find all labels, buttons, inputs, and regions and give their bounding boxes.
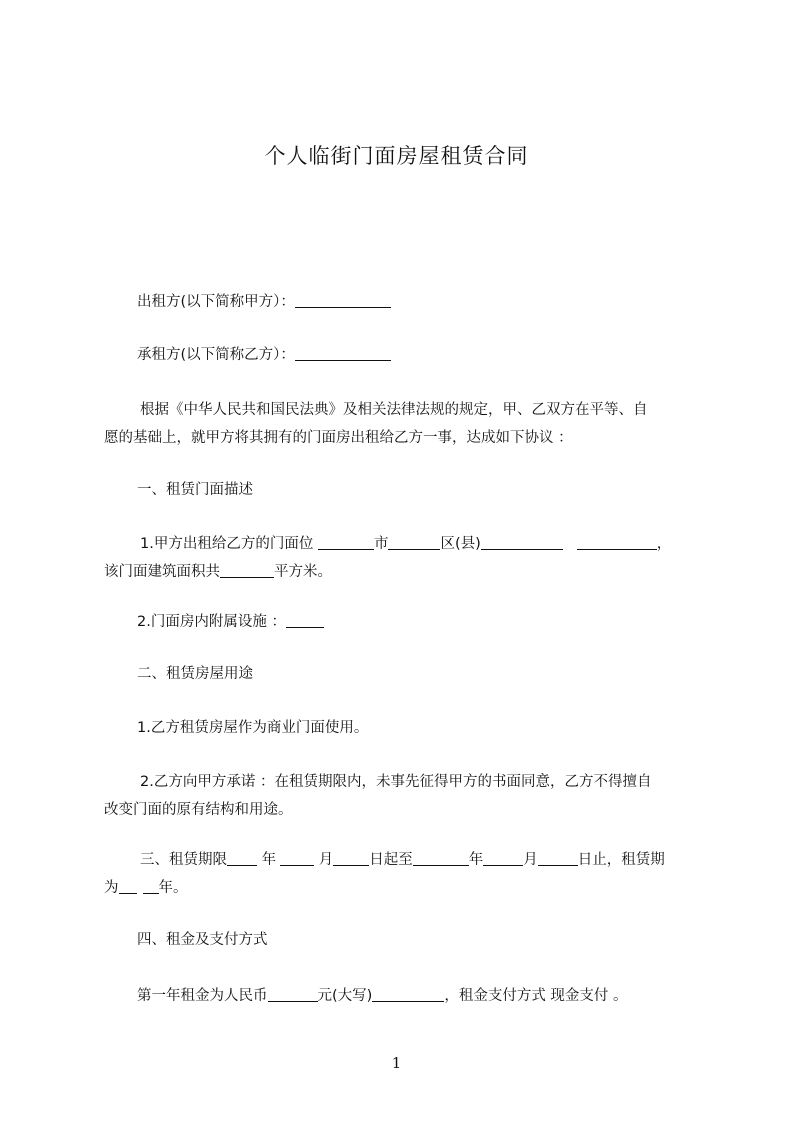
end-month-blank[interactable] bbox=[483, 849, 523, 866]
end-year-label: 年 bbox=[468, 852, 484, 868]
section-4-heading: 四、租金及支付方式 bbox=[137, 932, 268, 948]
lessor-line bbox=[104, 288, 747, 316]
comma: ， bbox=[656, 536, 672, 552]
lessee-blank[interactable] bbox=[295, 344, 391, 361]
area-blank[interactable] bbox=[220, 561, 274, 578]
year-label: 年 bbox=[257, 852, 277, 868]
lessee-label: 承租方(以下简称乙方）： bbox=[137, 347, 295, 363]
city-label: 市 bbox=[373, 536, 389, 552]
until-label: 日起至 bbox=[369, 852, 413, 868]
district-label: 区(县) bbox=[440, 536, 481, 552]
rent-label: 第一年租金为人民币 bbox=[137, 988, 268, 1004]
address-blank[interactable] bbox=[577, 533, 657, 550]
end-month-label: 月 bbox=[523, 852, 538, 868]
start-month-blank[interactable] bbox=[280, 849, 314, 866]
facilities-label: 2.门面房内附属设施 ： bbox=[137, 614, 286, 630]
area-unit: 平方米。 bbox=[274, 564, 332, 580]
contract-title: 个人临街门面房屋租赁合同 bbox=[264, 144, 529, 168]
end-day-label: 日止，租赁期 bbox=[577, 852, 665, 868]
month-label: 月 bbox=[314, 852, 334, 868]
section-1-heading: 一、租赁门面描述 bbox=[137, 482, 253, 498]
lessor-label: 出租方(以下简称甲方）： bbox=[137, 294, 295, 310]
intro-line-1: 根据《中华人民共和国民法典》及相关法律法规的规定，甲、乙双方在平等、自 bbox=[140, 402, 648, 418]
page-number: 1 bbox=[391, 1054, 402, 1072]
section-3-line-1 bbox=[104, 846, 750, 874]
lessor-blank[interactable] bbox=[295, 291, 391, 308]
period-blank-2[interactable] bbox=[143, 877, 159, 894]
term-label: 三、租赁期限 bbox=[140, 852, 227, 868]
section-1-item-1-line-2 bbox=[104, 558, 714, 586]
rent-words-label: 元(大写) bbox=[317, 988, 373, 1004]
rent-words-blank[interactable] bbox=[372, 985, 444, 1002]
section-2-heading: 二、租赁房屋用途 bbox=[137, 666, 253, 682]
section-2-item-2-line-2: 改变门面的原有结构和用途。 bbox=[104, 802, 293, 818]
section-1-item-2 bbox=[104, 608, 747, 636]
section-2-item-1: 1.乙方租赁房屋作为商业门面使用。 bbox=[137, 720, 369, 736]
location-label: 1.甲方出租给乙方的门面位 bbox=[140, 536, 318, 552]
district-blank[interactable] bbox=[388, 533, 440, 550]
street-blank[interactable] bbox=[481, 533, 563, 550]
start-year-blank[interactable] bbox=[227, 849, 257, 866]
intro-line-2: 愿的基础上，就甲方将其拥有的门面房出租给乙方一事，达成如下协议 ： bbox=[104, 430, 573, 446]
period-label: 为 bbox=[104, 880, 119, 896]
facilities-blank[interactable] bbox=[286, 611, 324, 628]
section-2-item-2-line-1: 2.乙方向甲方承诺 ：在租赁期限内，未事先征得甲方的书面同意，乙方不得擅自 bbox=[140, 774, 652, 790]
city-blank[interactable] bbox=[318, 533, 374, 550]
end-day-blank[interactable] bbox=[538, 849, 578, 866]
lessee-line bbox=[104, 341, 747, 369]
end-year-blank[interactable] bbox=[413, 849, 469, 866]
period-unit: 年。 bbox=[158, 880, 188, 896]
section-4-line-1 bbox=[104, 982, 747, 1010]
area-label: 该门面建筑面积共 bbox=[104, 564, 220, 580]
period-blank-1[interactable] bbox=[119, 877, 137, 894]
payment-method: ，租金支付方式 现金支付 。 bbox=[444, 988, 628, 1004]
section-3-line-2 bbox=[104, 874, 714, 902]
rent-amount-blank[interactable] bbox=[268, 985, 318, 1002]
start-day-blank[interactable] bbox=[333, 849, 369, 866]
section-1-item-1-line-1 bbox=[104, 530, 750, 558]
